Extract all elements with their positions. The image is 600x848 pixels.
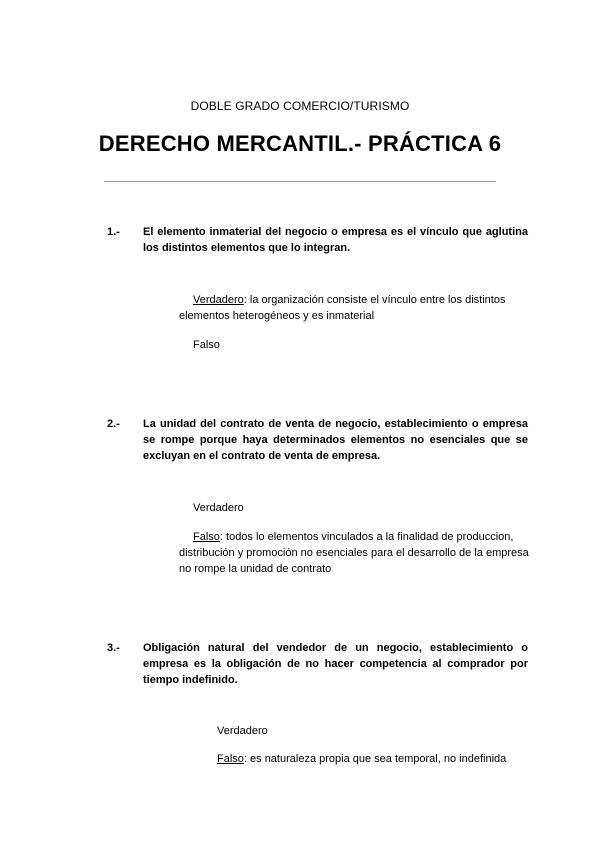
option-true-answer bbox=[179, 292, 529, 324]
question-number: 3.- bbox=[107, 642, 120, 654]
option-true bbox=[193, 500, 244, 516]
option-true-label: Verdadero bbox=[193, 294, 244, 306]
header-divider bbox=[104, 181, 496, 182]
question-text: El elemento inmaterial del negocio o empresa es el vínculo que aglutina los distintos elementos que lo integran. bbox=[143, 226, 528, 254]
option-explanation: : es naturaleza propia que sea temporal, no indefinida bbox=[243, 753, 507, 765]
document-subtitle: DOBLE GRADO COMERCIO/TURISMO bbox=[190, 99, 410, 113]
option-false bbox=[193, 337, 220, 353]
document-title: DERECHO MERCANTIL.- PRÁCTICA 6 bbox=[98, 131, 502, 156]
option-explanation: : la organización consiste el vínculo entre los distintos elementos heterogéneos y es inmaterial bbox=[179, 294, 506, 322]
question-number: 1.- bbox=[107, 226, 120, 238]
option-true bbox=[217, 723, 268, 739]
option-false-answer bbox=[217, 751, 537, 767]
option-true-label: Verdadero bbox=[193, 502, 244, 514]
question-number: 2.- bbox=[107, 418, 120, 430]
option-false-answer bbox=[179, 529, 529, 577]
option-true-label: Verdadero bbox=[217, 725, 268, 737]
option-false-label: Falso bbox=[217, 753, 244, 765]
question-text: Obligación natural del vendedor de un negocio, establecimiento o empresa es la obligación de no hacer competencia al comprador por tiempo indefinido. bbox=[143, 642, 528, 686]
option-false-label: Falso bbox=[193, 531, 220, 543]
question-text: La unidad del contrato de venta de negocio, establecimiento o empresa se rompe porque haya determinados elementos no esenciales que se excluyan en el contrato de venta de empresa. bbox=[143, 418, 528, 462]
option-false-label: Falso bbox=[193, 339, 220, 351]
option-explanation: : todos lo elementos vinculados a la finalidad de produccion, distribución y promoción no esenciales para el desarrollo de la empresa no rompe la unidad de contrato bbox=[179, 531, 529, 575]
